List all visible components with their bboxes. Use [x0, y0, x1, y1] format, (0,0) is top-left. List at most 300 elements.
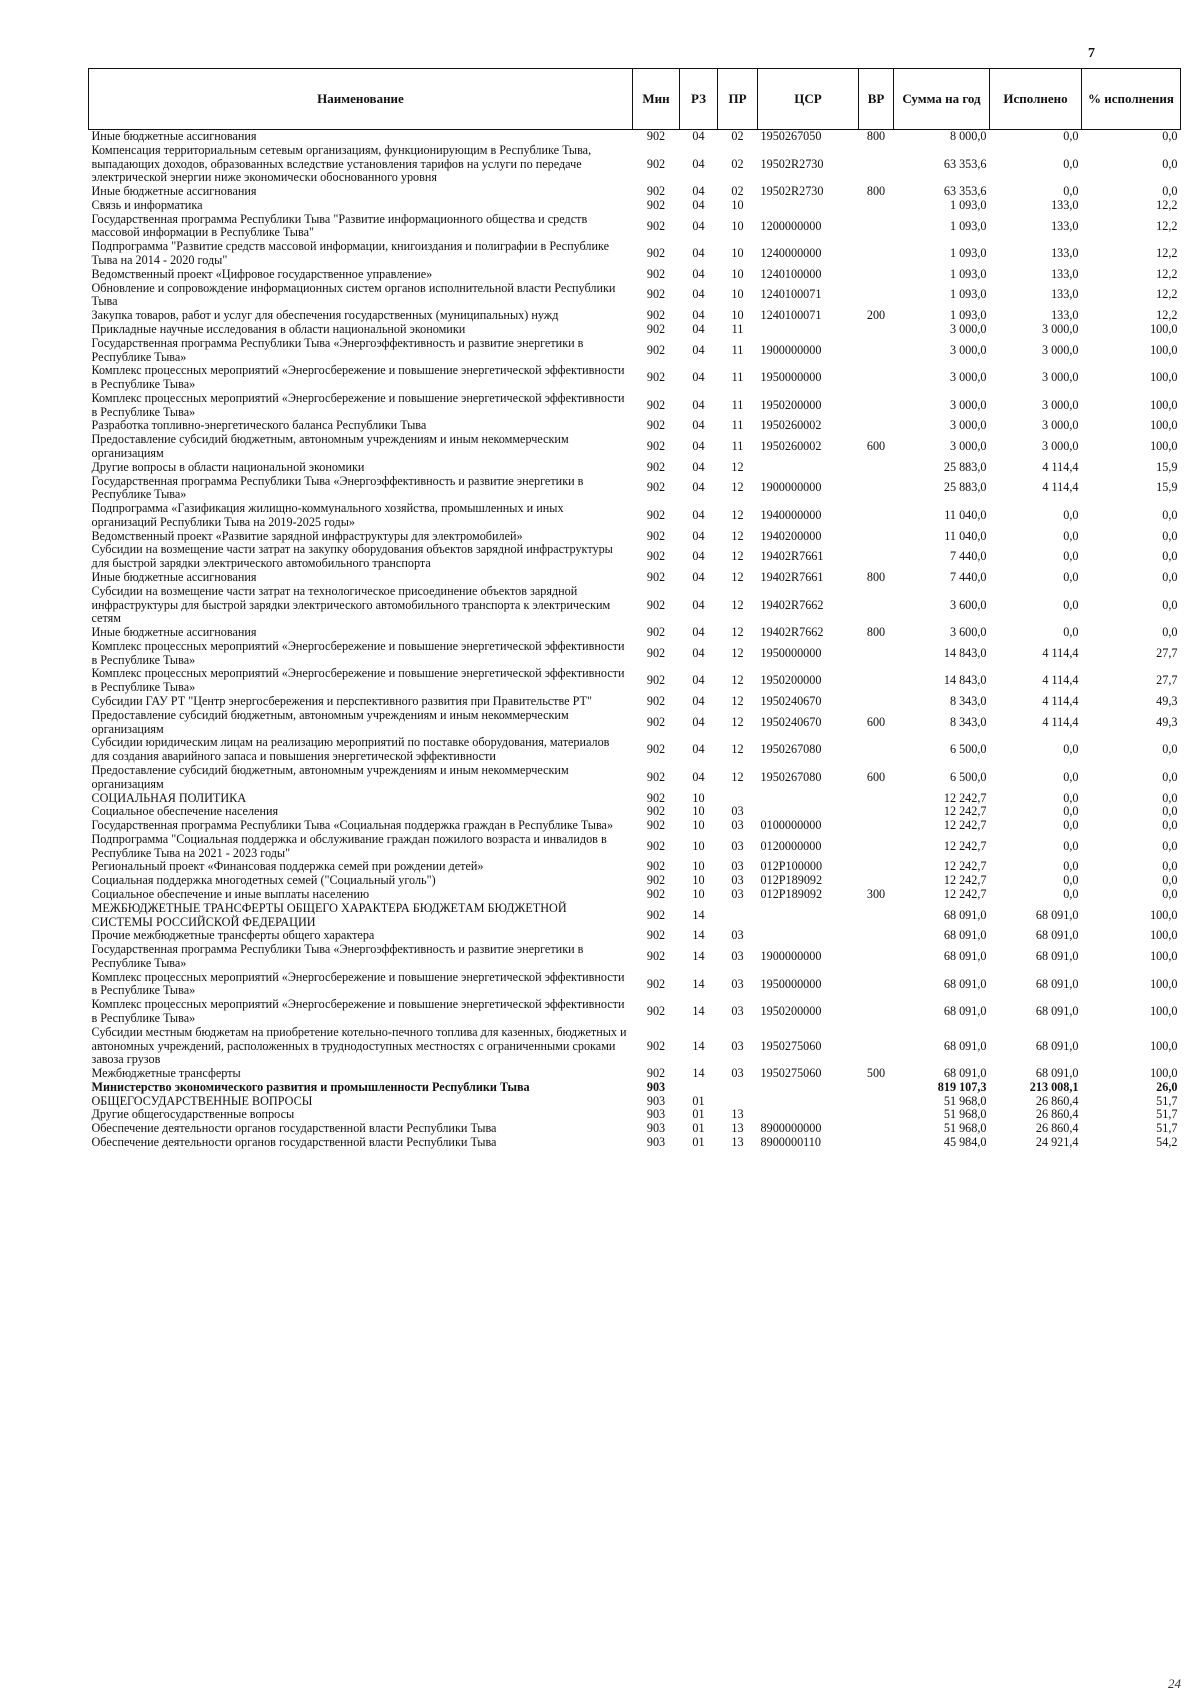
row-ministry: 902	[646, 873, 666, 888]
row-section: 04	[692, 370, 705, 385]
row-ministry: 902	[646, 218, 666, 233]
row-section: 10	[692, 886, 705, 901]
row-subsection: 03	[731, 1004, 744, 1019]
row-annual-sum: 3 000,0	[949, 342, 987, 357]
row-percent-executed: 49,3	[1156, 714, 1178, 729]
row-target-article: 19402R7661	[760, 570, 824, 584]
row-annual-sum: 25 883,0	[943, 459, 987, 474]
row-expense-type	[859, 268, 894, 282]
row-ministry: 902	[646, 370, 666, 385]
table-row	[89, 1095, 1181, 1109]
row-target-article: 1900000000	[760, 342, 822, 357]
row-subsection: 12	[731, 645, 744, 660]
row-executed: 4 114,4	[1042, 459, 1079, 474]
row-ministry: 902	[646, 976, 666, 991]
row-annual-sum: 819 107,3	[937, 1079, 987, 1094]
row-percent-executed: 0,0	[1162, 838, 1178, 853]
row-annual-sum: 68 091,0	[943, 1004, 987, 1019]
row-name: Иные бюджетные ассигнования	[91, 570, 257, 584]
row-subsection: 12	[731, 459, 744, 474]
table-row	[89, 282, 1181, 310]
row-subsection: 12	[731, 597, 744, 612]
row-annual-sum: 3 000,0	[949, 439, 987, 454]
row-annual-sum: 8 343,0	[949, 714, 987, 729]
page-number: 7	[1088, 46, 1095, 61]
row-expense-type	[859, 1081, 894, 1095]
row-ministry: 902	[646, 418, 666, 433]
row-target-article: 012P189092	[760, 886, 823, 901]
row-expense-type	[859, 943, 894, 971]
row-name: Закупка товаров, работ и услуг для обеспечения государственных (муниципальных) нужд	[91, 308, 559, 323]
row-section: 04	[692, 769, 705, 784]
row-ministry: 902	[646, 1066, 666, 1081]
row-executed: 0,0	[1063, 742, 1079, 757]
row-section: 04	[692, 246, 705, 261]
row-section: 04	[692, 549, 705, 564]
row-expense-type	[859, 530, 894, 544]
row-executed: 0,0	[1063, 156, 1079, 171]
row-subsection: 12	[731, 528, 744, 543]
row-expense-type	[859, 805, 894, 819]
row-annual-sum: 8 343,0	[949, 694, 987, 709]
row-expense-type	[859, 364, 894, 392]
row-expense-type	[859, 1095, 894, 1109]
row-executed: 68 091,0	[1035, 948, 1079, 963]
table-row	[89, 998, 1181, 1026]
row-subsection: 10	[731, 197, 744, 212]
header-annual-sum: Сумма на год	[894, 69, 990, 130]
row-percent-executed: 100,0	[1150, 928, 1178, 943]
row-ministry: 902	[646, 287, 666, 302]
row-expense-type	[859, 199, 894, 213]
table-row	[89, 929, 1181, 943]
row-name: Подпрограмма "Социальная поддержка и обслуживание граждан пожилого возраста и инвалидов в Республике Тыва на 2021 - 2023 годы"	[91, 831, 607, 860]
row-percent-executed: 100,0	[1150, 439, 1178, 454]
row-executed: 3 000,0	[1041, 370, 1079, 385]
row-percent-executed: 0,0	[1162, 742, 1178, 757]
row-ministry: 903	[646, 1107, 666, 1122]
row-name: Комплекс процессных мероприятий «Энергосбережение и повышение энергетической эффективности в Республике Тыва»	[91, 666, 625, 695]
row-target-article: 1950240670	[760, 694, 822, 709]
row-executed: 4 114,4	[1042, 480, 1079, 495]
row-executed: 0,0	[1063, 570, 1079, 584]
row-name: Комплекс процессных мероприятий «Энергосбережение и повышение энергетической эффективности в Республике Тыва»	[91, 390, 625, 419]
row-executed: 0,0	[1063, 838, 1079, 853]
row-target-article	[758, 1108, 859, 1122]
table-row	[89, 874, 1181, 888]
row-name: Социальное обеспечение и иные выплаты населению	[91, 886, 370, 901]
table-row	[89, 943, 1181, 971]
row-percent-executed: 100,0	[1150, 976, 1178, 991]
header-target-article: ЦСР	[758, 69, 859, 130]
row-executed: 133,0	[1051, 197, 1079, 212]
row-percent-executed: 12,2	[1156, 287, 1178, 302]
row-executed: 68 091,0	[1035, 907, 1079, 922]
table-row	[89, 502, 1181, 530]
row-executed: 0,0	[1063, 769, 1079, 784]
row-subsection: 12	[731, 673, 744, 688]
row-section: 04	[692, 714, 705, 729]
table-row	[89, 213, 1181, 241]
row-section: 04	[692, 397, 705, 412]
row-percent-executed: 15,9	[1156, 480, 1178, 495]
row-name: Ведомственный проект «Развитие зарядной инфраструктуры для электромобилей»	[91, 528, 523, 543]
row-annual-sum: 8 000,0	[949, 129, 987, 143]
row-section: 14	[692, 928, 705, 943]
row-name: Межбюджетные трансферты	[91, 1066, 241, 1081]
row-subsection: 03	[731, 873, 744, 888]
table-row	[89, 337, 1181, 365]
row-expense-type	[859, 860, 894, 874]
table-row	[89, 902, 1181, 930]
row-target-article: 1950260002	[760, 439, 822, 454]
table-row	[89, 585, 1181, 626]
row-target-article: 1950267080	[760, 769, 822, 784]
row-target-article: 1950275060	[760, 1038, 822, 1053]
row-ministry: 902	[646, 321, 666, 336]
row-expense-type: 600	[866, 769, 886, 784]
row-name: Обеспечение деятельности органов государственной власти Республики Тыва	[91, 1135, 497, 1150]
row-section: 04	[692, 645, 705, 660]
row-name: ОБЩЕГОСУДАРСТВЕННЫЕ ВОПРОСЫ	[91, 1093, 313, 1108]
row-executed: 68 091,0	[1035, 1038, 1079, 1053]
row-percent-executed: 0,0	[1162, 184, 1178, 199]
row-ministry: 902	[646, 308, 666, 323]
row-name: Разработка топливно-энергетического баланса Республики Тыва	[91, 418, 427, 433]
row-annual-sum: 6 500,0	[949, 769, 987, 784]
row-percent-executed: 51,7	[1156, 1107, 1178, 1122]
row-expense-type	[859, 282, 894, 310]
row-percent-executed: 27,7	[1156, 673, 1178, 688]
row-name: Предоставление субсидий бюджетным, автономным учреждениям и иным некоммерческим организациям	[91, 762, 569, 791]
row-executed: 3 000,0	[1041, 321, 1079, 336]
row-annual-sum: 68 091,0	[943, 948, 987, 963]
row-percent-executed: 0,0	[1162, 129, 1178, 143]
header-subsection: ПР	[718, 69, 758, 130]
row-subsection: 03	[731, 804, 744, 819]
row-target-article: 1950200000	[760, 397, 822, 412]
row-annual-sum: 12 242,7	[943, 886, 987, 901]
row-subsection: 02	[731, 184, 744, 199]
row-executed: 68 091,0	[1035, 1004, 1079, 1019]
row-percent-executed: 15,9	[1156, 459, 1178, 474]
row-expense-type	[859, 833, 894, 861]
row-percent-executed: 0,0	[1162, 790, 1178, 805]
row-executed: 0,0	[1063, 528, 1079, 543]
row-section: 01	[692, 1135, 705, 1150]
row-executed: 133,0	[1051, 246, 1079, 261]
table-row	[89, 433, 1181, 461]
header-name: Наименование	[89, 69, 633, 130]
row-executed: 133,0	[1051, 308, 1079, 323]
row-executed: 0,0	[1063, 129, 1079, 143]
row-percent-executed: 100,0	[1150, 418, 1178, 433]
table-row	[89, 709, 1181, 737]
row-subsection: 10	[731, 266, 744, 281]
row-name: Комплекс процессных мероприятий «Энергосбережение и повышение энергетической эффективности в Республике Тыва»	[91, 638, 625, 667]
row-expense-type: 500	[866, 1066, 886, 1081]
row-name: Субсидии ГАУ РТ "Центр энергосбережения и перспективного развития при Правительстве РТ"	[91, 694, 592, 709]
table-row	[89, 736, 1181, 764]
row-section: 04	[692, 184, 705, 199]
row-expense-type	[859, 240, 894, 268]
row-executed: 133,0	[1051, 287, 1079, 302]
row-expense-type	[859, 874, 894, 888]
row-ministry: 902	[646, 907, 666, 922]
row-annual-sum: 45 984,0	[943, 1135, 987, 1150]
row-subsection: 11	[731, 397, 744, 412]
row-ministry: 902	[646, 597, 666, 612]
row-expense-type	[859, 461, 894, 475]
row-annual-sum: 3 000,0	[949, 321, 987, 336]
row-section: 14	[692, 907, 705, 922]
row-expense-type	[859, 419, 894, 433]
table-row	[89, 240, 1181, 268]
row-name: Иные бюджетные ассигнования	[91, 625, 257, 640]
header-section: РЗ	[680, 69, 718, 130]
table-row	[89, 419, 1181, 433]
row-subsection: 12	[731, 480, 744, 495]
row-percent-executed: 100,0	[1150, 948, 1178, 963]
row-annual-sum: 68 091,0	[943, 976, 987, 991]
row-expense-type	[859, 213, 894, 241]
row-section: 04	[692, 342, 705, 357]
row-target-article: 19502R2730	[760, 156, 824, 171]
row-executed: 0,0	[1063, 790, 1079, 805]
row-name: Социальное обеспечение населения	[91, 804, 279, 819]
row-target-article	[758, 805, 859, 819]
table-row	[89, 530, 1181, 544]
row-target-article	[758, 1095, 859, 1109]
row-subsection: 12	[731, 742, 744, 757]
row-section: 04	[692, 266, 705, 281]
row-target-article: 1950200000	[760, 673, 822, 688]
row-name: Комплекс процессных мероприятий «Энергосбережение и повышение энергетической эффективности в Республике Тыва»	[91, 997, 625, 1025]
row-ministry: 902	[646, 439, 666, 454]
row-annual-sum: 12 242,7	[943, 859, 987, 874]
row-name: Ведомственный проект «Цифровое государственное управление»	[91, 266, 433, 281]
row-expense-type	[859, 144, 894, 185]
row-subsection: 12	[731, 694, 744, 709]
row-target-article: 1950000000	[760, 370, 822, 385]
row-percent-executed: 100,0	[1150, 1004, 1178, 1019]
row-target-article: 012P189092	[760, 873, 823, 888]
header-expense-type: ВР	[859, 69, 894, 130]
row-section: 04	[692, 507, 705, 522]
row-target-article: 1200000000	[760, 218, 822, 233]
row-subsection: 10	[731, 287, 744, 302]
row-subsection: 11	[731, 342, 744, 357]
row-section: 04	[692, 597, 705, 612]
row-target-article	[758, 902, 859, 930]
row-ministry: 902	[646, 156, 666, 171]
row-expense-type	[859, 502, 894, 530]
row-section: 14	[692, 948, 705, 963]
row-section: 04	[692, 418, 705, 433]
row-section: 04	[692, 197, 705, 212]
table-row	[89, 1122, 1181, 1136]
row-annual-sum: 12 242,7	[943, 838, 987, 853]
row-section: 04	[692, 673, 705, 688]
row-section: 01	[692, 1107, 705, 1122]
row-subsection	[718, 1081, 758, 1095]
row-expense-type	[859, 998, 894, 1026]
row-ministry: 902	[646, 859, 666, 874]
row-name: Комплекс процессных мероприятий «Энергосбережение и повышение энергетической эффективности в Республике Тыва»	[91, 969, 625, 998]
row-executed: 0,0	[1063, 507, 1079, 522]
row-ministry: 902	[646, 804, 666, 819]
row-expense-type	[859, 337, 894, 365]
row-annual-sum: 51 968,0	[943, 1121, 987, 1136]
row-target-article: 1950000000	[760, 645, 822, 660]
row-percent-executed: 0,0	[1162, 804, 1178, 819]
row-expense-type: 600	[866, 714, 886, 729]
row-annual-sum: 1 093,0	[949, 218, 987, 233]
row-expense-type	[859, 667, 894, 695]
row-name: Государственная программа Республики Тыва «Энергоэффективность и развитие энергетики в Республике Тыва»	[91, 335, 584, 364]
row-percent-executed: 0,0	[1162, 156, 1178, 171]
row-target-article	[758, 929, 859, 943]
row-subsection: 13	[731, 1121, 744, 1136]
row-annual-sum: 3 600,0	[949, 597, 987, 612]
row-percent-executed: 100,0	[1150, 397, 1178, 412]
table-row	[89, 309, 1181, 323]
row-subsection: 03	[731, 886, 744, 901]
row-expense-type	[859, 902, 894, 930]
row-annual-sum: 11 040,0	[944, 528, 987, 543]
row-name: МЕЖБЮДЖЕТНЫЕ ТРАНСФЕРТЫ ОБЩЕГО ХАРАКТЕРА БЮДЖЕТАМ БЮДЖЕТНОЙ СИСТЕМЫ РОССИЙСКОЙ ФЕДЕРАЦИИ	[91, 900, 567, 929]
row-name: Связь и информатика	[91, 197, 203, 212]
row-section: 04	[692, 156, 705, 171]
row-section: 10	[692, 818, 705, 833]
row-target-article: 1240100071	[760, 287, 822, 302]
row-name: Компенсация территориальным сетевым организациям, функционирующим в Республике Тыва, выпадающих доходов, образованных вследствие установления тарифов на услуги по передаче электрической энергии ниже экономически обоснованного уровня	[91, 142, 592, 185]
row-name: Прикладные научные исследования в области национальной экономики	[91, 321, 466, 336]
row-annual-sum: 68 091,0	[943, 1066, 987, 1081]
row-expense-type	[859, 323, 894, 337]
row-executed: 0,0	[1063, 625, 1079, 640]
row-percent-executed: 12,2	[1156, 246, 1178, 261]
row-name: Комплекс процессных мероприятий «Энергосбережение и повышение энергетической эффективности в Республике Тыва»	[91, 363, 625, 392]
row-percent-executed: 0,0	[1162, 597, 1178, 612]
row-ministry: 902	[646, 790, 666, 805]
row-section: 14	[692, 1038, 705, 1053]
table-row	[89, 888, 1181, 902]
row-executed: 3 000,0	[1041, 342, 1079, 357]
row-subsection: 12	[731, 625, 744, 640]
table-row	[89, 626, 1181, 640]
table-row	[89, 1067, 1181, 1081]
row-section	[680, 1081, 718, 1095]
row-name: Региональный проект «Финансовая поддержка семей при рождении детей»	[91, 859, 484, 874]
row-subsection: 03	[731, 1066, 744, 1081]
row-percent-executed: 54,2	[1156, 1135, 1178, 1150]
row-ministry: 902	[646, 948, 666, 963]
table-row	[89, 1026, 1181, 1067]
row-annual-sum: 6 500,0	[949, 742, 987, 757]
row-ministry: 903	[646, 1135, 666, 1150]
row-executed: 213 008,1	[1029, 1079, 1079, 1094]
row-target-article: 19402R7662	[760, 625, 824, 640]
row-name: Министерство экономического развития и промышленности Республики Тыва	[91, 1079, 530, 1094]
row-percent-executed: 100,0	[1150, 342, 1178, 357]
row-executed: 24 921,4	[1035, 1135, 1079, 1150]
row-ministry: 902	[646, 246, 666, 261]
row-target-article	[758, 1081, 859, 1095]
row-expense-type	[859, 543, 894, 571]
row-name: Субсидии на возмещение части затрат на технологическое присоединение объектов зарядной инфраструктуры для быстрой зарядки электрического автомобильного транспорта к электрическим сетям	[91, 583, 611, 626]
row-subsection	[718, 902, 758, 930]
row-name: Подпрограмма «Газификация жилищно-коммунального хозяйства, промышленных и иных организаций Республики Тыва на 2019-2025 годы»	[91, 501, 564, 529]
row-section: 04	[692, 480, 705, 495]
row-name: Предоставление субсидий бюджетным, автономным учреждениям и иным некоммерческим организациям	[91, 707, 569, 736]
row-ministry: 902	[646, 266, 666, 281]
row-section: 04	[692, 218, 705, 233]
row-section: 04	[692, 308, 705, 323]
row-annual-sum: 12 242,7	[943, 818, 987, 833]
row-percent-executed: 51,7	[1156, 1093, 1178, 1108]
row-target-article: 1950000000	[760, 976, 822, 991]
table-row	[89, 461, 1181, 475]
table-row	[89, 764, 1181, 792]
row-percent-executed: 0,0	[1162, 549, 1178, 564]
row-subsection: 10	[731, 246, 744, 261]
row-target-article: 0100000000	[760, 818, 822, 833]
row-subsection: 11	[731, 418, 744, 433]
row-expense-type	[859, 929, 894, 943]
table-row	[89, 199, 1181, 213]
row-percent-executed: 100,0	[1150, 1066, 1178, 1081]
row-expense-type	[859, 819, 894, 833]
row-ministry: 902	[646, 645, 666, 660]
table-row	[89, 1081, 1181, 1095]
table-row	[89, 268, 1181, 282]
row-target-article: 8900000000	[760, 1121, 822, 1136]
row-annual-sum: 68 091,0	[943, 907, 987, 922]
row-executed: 4 114,4	[1042, 714, 1079, 729]
row-ministry: 903	[646, 1121, 666, 1136]
row-expense-type: 200	[866, 308, 886, 323]
row-percent-executed: 12,2	[1156, 218, 1178, 233]
row-ministry: 902	[646, 694, 666, 709]
header-percent-executed: % исполнения	[1082, 69, 1181, 130]
row-ministry: 902	[646, 818, 666, 833]
row-percent-executed: 100,0	[1150, 907, 1178, 922]
row-executed: 133,0	[1051, 218, 1079, 233]
row-annual-sum: 1 093,0	[949, 246, 987, 261]
table-row	[89, 667, 1181, 695]
row-name: Подпрограмма "Развитие средств массовой информации, книгоиздания и полиграфии в Республике Тыва на 2014 - 2020 годы"	[91, 239, 610, 268]
row-ministry: 902	[646, 397, 666, 412]
table-row	[89, 475, 1181, 503]
row-target-article: 1950200000	[760, 1004, 822, 1019]
row-annual-sum: 1 093,0	[949, 308, 987, 323]
row-subsection: 03	[731, 976, 744, 991]
row-subsection: 03	[731, 818, 744, 833]
table-row	[89, 695, 1181, 709]
row-percent-executed: 26,0	[1156, 1079, 1178, 1094]
row-subsection: 12	[731, 549, 744, 564]
row-section: 14	[692, 1004, 705, 1019]
row-target-article: 1240100000	[760, 266, 822, 281]
row-subsection: 13	[731, 1107, 744, 1122]
table-row	[89, 792, 1181, 806]
row-annual-sum: 3 000,0	[949, 418, 987, 433]
row-annual-sum: 12 242,7	[943, 790, 987, 805]
row-executed: 4 114,4	[1042, 694, 1079, 709]
row-annual-sum: 63 353,6	[943, 184, 987, 199]
row-target-article: 012P100000	[760, 859, 823, 874]
